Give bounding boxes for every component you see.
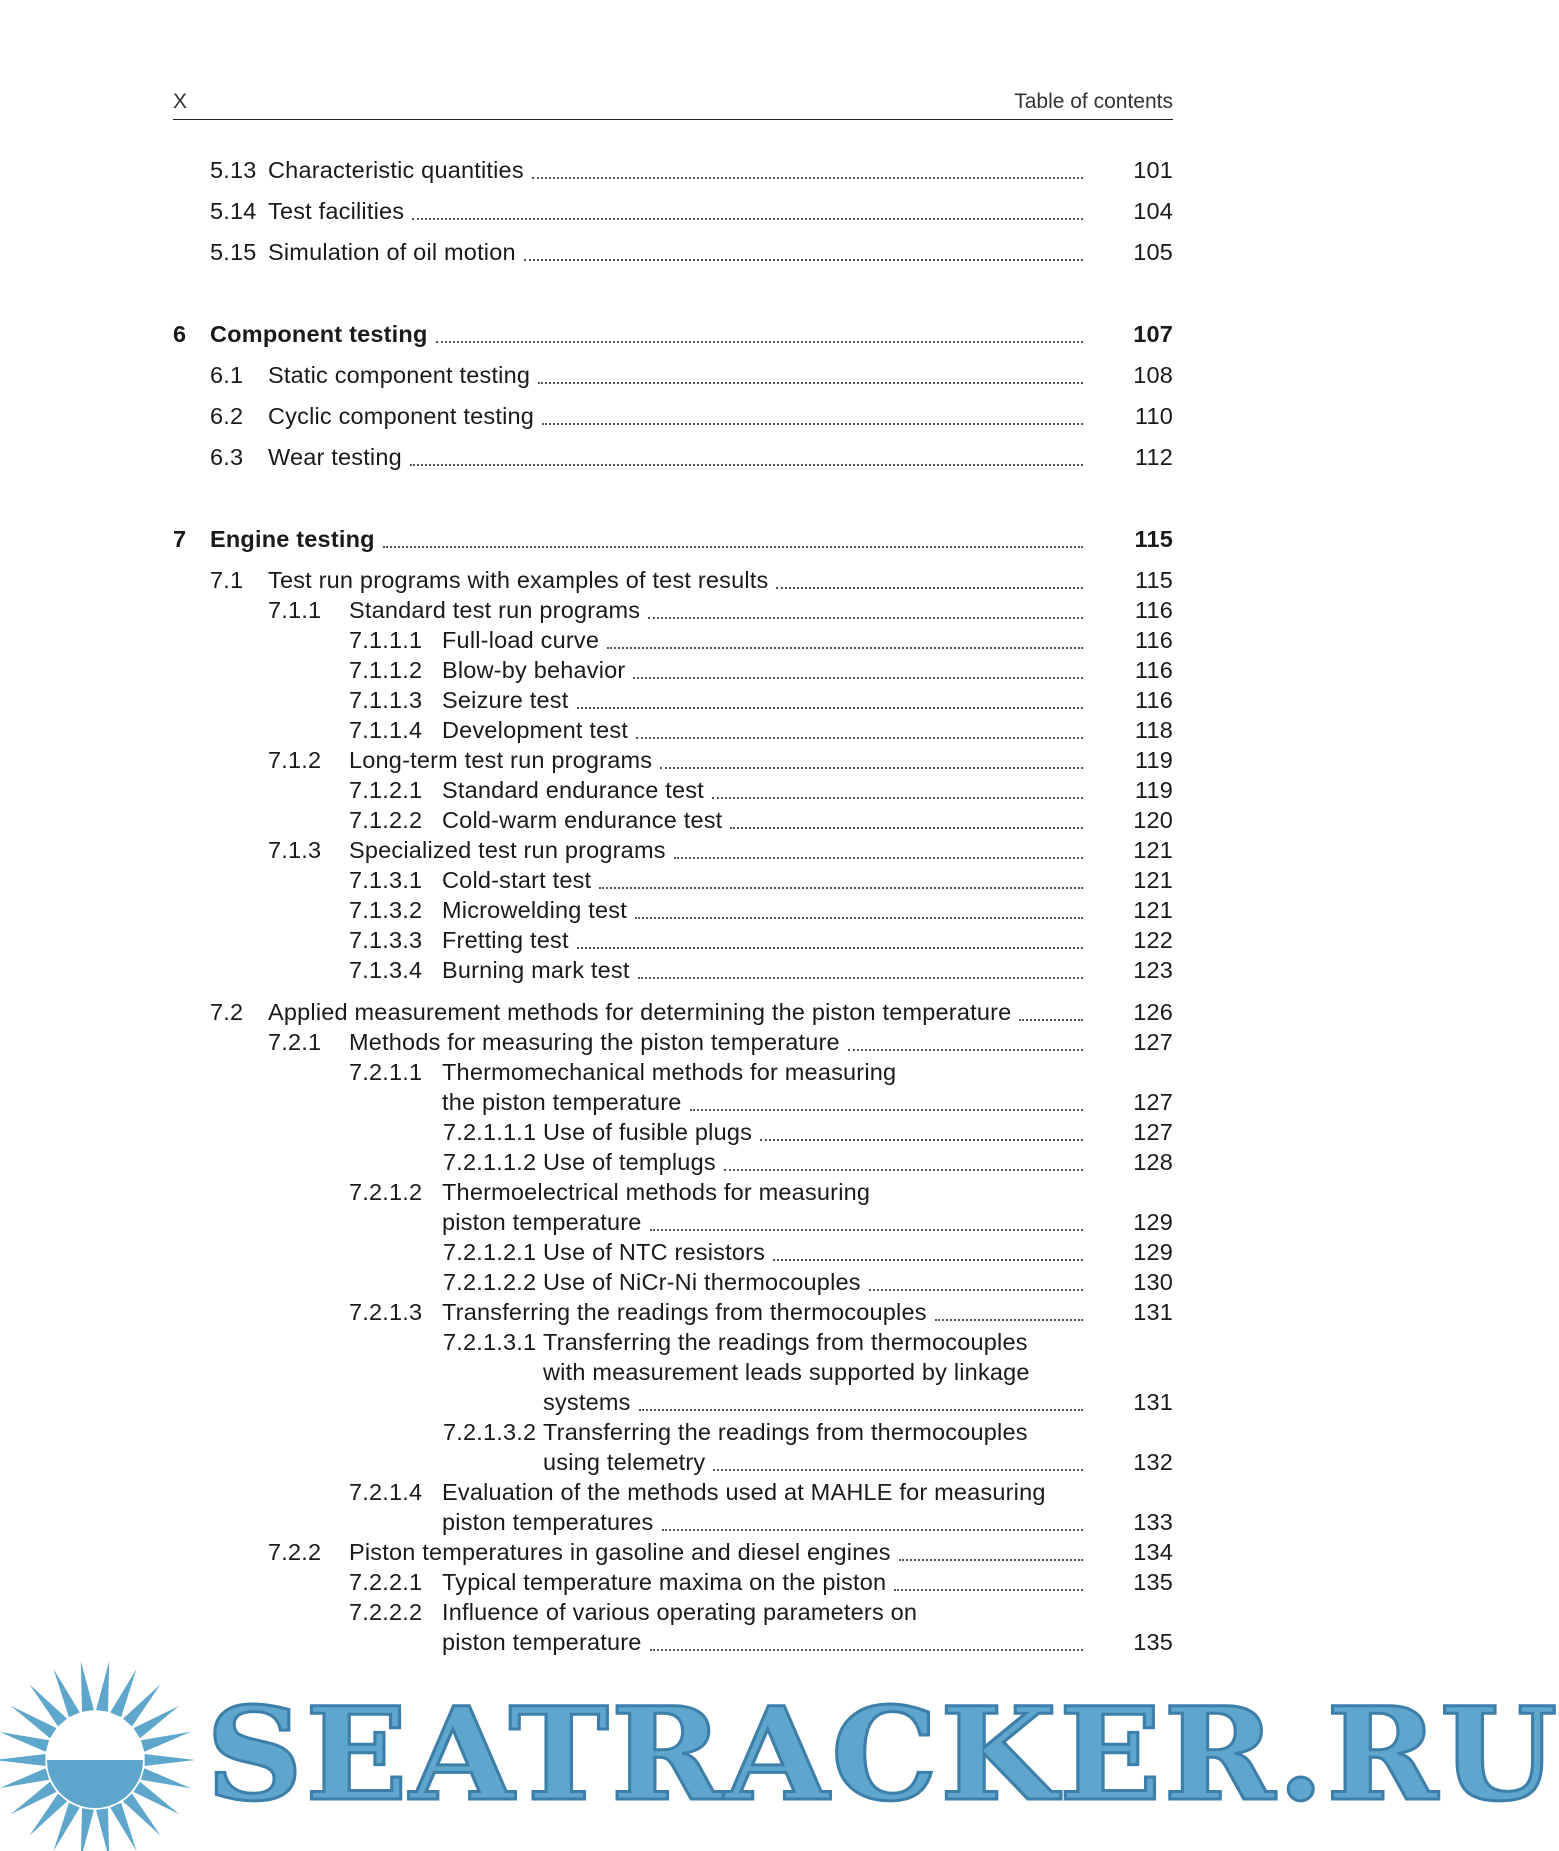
toc-entry-number: 7.1.1.4 (349, 717, 423, 743)
toc-entry-title-wrap (543, 1237, 1085, 1267)
toc-entry-page: 121 (1133, 897, 1173, 923)
dot-leader (635, 917, 1083, 919)
toc-entry-page: 119 (1134, 777, 1173, 803)
toc-entry-title: Standard test run programs (349, 597, 641, 623)
toc-entry-page: 127 (1133, 1089, 1173, 1115)
toc-entry-number: 5.15 (210, 239, 257, 265)
toc-entry[interactable] (0, 524, 1323, 554)
toc-entry-page: 115 (1134, 526, 1173, 552)
toc-entry[interactable] (0, 1357, 1323, 1387)
toc-entry-title-wrap (442, 1567, 1085, 1597)
dot-leader (776, 587, 1083, 589)
toc-entry-title-wrap (268, 360, 1085, 390)
toc-entry-title: piston temperature (442, 1629, 642, 1655)
toc-entry-page: 101 (1133, 157, 1173, 183)
toc-entry-number: 7.1.3.1 (349, 867, 423, 893)
toc-entry-title: Simulation of oil motion (268, 239, 516, 265)
sun-icon (0, 1650, 200, 1851)
toc-entry-number: 7.1.2.2 (349, 807, 423, 833)
toc-entry-title-wrap (210, 319, 1085, 349)
toc-entry-title-wrap (210, 524, 1085, 554)
toc-entry-number: 7.1 (210, 567, 244, 593)
dot-leader (869, 1289, 1083, 1291)
toc-entry-title-wrap (442, 1177, 1085, 1207)
toc-entry[interactable] (0, 955, 1323, 985)
toc-entry-page: 116 (1134, 687, 1173, 713)
toc-entry-title-wrap (268, 401, 1085, 431)
toc-entry-title-wrap (268, 196, 1085, 226)
toc-entry-page: 135 (1133, 1629, 1173, 1655)
sun-ray (81, 1661, 94, 1712)
sun-ray (96, 1661, 109, 1712)
toc-entry-title-wrap (543, 1447, 1085, 1477)
toc-entry[interactable] (0, 1597, 1323, 1627)
dot-leader (674, 857, 1083, 859)
toc-entry-page: 121 (1133, 867, 1173, 893)
sun-ray (0, 1732, 49, 1752)
toc-entry-title: Transferring the readings from thermocouples (442, 1299, 927, 1325)
toc-entry-page: 131 (1133, 1299, 1173, 1325)
toc-entry[interactable] (0, 1057, 1323, 1087)
toc-entry[interactable] (0, 1507, 1323, 1537)
toc-entry-title-wrap (268, 997, 1085, 1027)
toc-entry-title: Typical temperature maxima on the piston (442, 1569, 887, 1595)
toc-entry-number: 7.2.1.3.2 (443, 1419, 537, 1445)
dot-leader (660, 767, 1083, 769)
toc-entry-title-wrap (442, 775, 1085, 805)
sun-ray (141, 1732, 191, 1752)
toc-entry-number: 7.1.1.2 (349, 657, 423, 683)
toc-entry-title: Seizure test (442, 687, 569, 713)
toc-entry[interactable] (0, 775, 1323, 805)
toc-entry-title: Blow-by behavior (442, 657, 626, 683)
toc-entry[interactable] (0, 745, 1323, 775)
toc-entry-title-wrap (543, 1387, 1085, 1417)
toc-entry-number: 6.3 (210, 444, 244, 470)
toc-entry-title: Burning mark test (442, 957, 630, 983)
toc-entry-title: Test run programs with examples of test results (268, 567, 769, 593)
toc-entry-number: 6.1 (210, 362, 244, 388)
toc-entry-title: Wear testing (268, 444, 402, 470)
toc-entry-title: Transferring the readings from thermocouples (543, 1419, 1028, 1445)
toc-entry-title: Cold-warm endurance test (442, 807, 723, 833)
toc-entry-number: 7.1.2.1 (349, 777, 423, 803)
toc-entry[interactable] (0, 1147, 1323, 1177)
dot-leader (577, 707, 1084, 709)
toc-entry-title: Cyclic component testing (268, 403, 535, 429)
dot-leader (639, 1409, 1083, 1411)
toc-entry[interactable] (0, 196, 1323, 226)
toc-entry-page: 107 (1133, 321, 1173, 347)
toc-entry-page: 118 (1134, 717, 1173, 743)
toc-entry-number: 7 (173, 526, 187, 552)
toc-entry[interactable] (0, 805, 1323, 835)
toc-entry-page: 128 (1133, 1149, 1173, 1175)
sun-ray (81, 1808, 94, 1851)
toc-entry-title: piston temperatures (442, 1509, 654, 1535)
toc-entry-number: 7.2.1.1 (349, 1059, 423, 1085)
toc-entry[interactable] (0, 1267, 1323, 1297)
toc-entry-title: Test facilities (268, 198, 405, 224)
toc-entry-page: 129 (1133, 1239, 1173, 1265)
toc-entry[interactable] (0, 595, 1323, 625)
toc-entry[interactable] (0, 865, 1323, 895)
toc-entry-title-wrap (268, 237, 1085, 267)
dot-leader (650, 1229, 1083, 1231)
toc-entry-number: 5.13 (210, 157, 257, 183)
toc-entry[interactable] (0, 1117, 1323, 1147)
toc-entry[interactable] (0, 401, 1323, 431)
toc-entry[interactable] (0, 1207, 1323, 1237)
toc-entry-page: 116 (1134, 657, 1173, 683)
sun-ray (145, 1754, 195, 1766)
toc-entry-title: Full-load curve (442, 627, 600, 653)
toc-entry-title-wrap (543, 1417, 1085, 1447)
toc-entry-title: Development test (442, 717, 629, 743)
toc-entry-page: 115 (1134, 567, 1173, 593)
toc-entry[interactable] (0, 1537, 1323, 1567)
toc-entry-page: 122 (1133, 927, 1173, 953)
toc-entry[interactable] (0, 237, 1323, 267)
toc-entry-page: 134 (1133, 1539, 1173, 1565)
toc-entry-title: Use of templugs (543, 1149, 716, 1175)
toc-entry-number: 7.1.3 (268, 837, 322, 863)
dot-leader (636, 737, 1083, 739)
toc-entry-title: using telemetry (543, 1449, 706, 1475)
toc-entry-title: Long-term test run programs (349, 747, 653, 773)
toc-entry-title-wrap (268, 442, 1085, 472)
toc-entry[interactable] (0, 1567, 1323, 1597)
toc-entry-title: with measurement leads supported by linkage (543, 1359, 1030, 1385)
toc-entry-title: Static component testing (268, 362, 531, 388)
toc-entry-number: 7.2.1.1.2 (443, 1149, 537, 1175)
dot-leader (638, 977, 1083, 979)
toc-entry-title: Thermoelectrical methods for measuring (442, 1179, 871, 1205)
toc-entry[interactable] (0, 155, 1323, 185)
toc-entry-page: 127 (1133, 1029, 1173, 1055)
dot-leader (599, 887, 1083, 889)
toc-entry-number: 7.2.1.3 (349, 1299, 423, 1325)
dot-leader (383, 546, 1083, 548)
toc-entry-title: Methods for measuring the piston temperature (349, 1029, 840, 1055)
toc-entry-title-wrap (442, 715, 1085, 745)
toc-entry[interactable] (0, 1297, 1323, 1327)
toc-entry[interactable] (0, 685, 1323, 715)
toc-entry-title-wrap (442, 1087, 1085, 1117)
toc-entry-title: Fretting test (442, 927, 569, 953)
toc-entry[interactable] (0, 1417, 1323, 1447)
toc-entry-number: 6.2 (210, 403, 244, 429)
toc-entry-number: 7.1.2 (268, 747, 322, 773)
toc-entry-number: 7.1.1.3 (349, 687, 423, 713)
toc-entry-title-wrap (442, 805, 1085, 835)
sun-ray (96, 1808, 109, 1851)
toc-entry-number: 5.14 (210, 198, 257, 224)
toc-entry-page: 123 (1133, 957, 1173, 983)
toc-entry-title: Standard endurance test (442, 777, 704, 803)
toc-entry-page: 119 (1134, 747, 1173, 773)
toc-entry[interactable] (0, 1177, 1323, 1207)
toc-entry-number: 7.1.1.1 (349, 627, 423, 653)
toc-entry-title-wrap (442, 955, 1085, 985)
toc-entry-title: Characteristic quantities (268, 157, 524, 183)
toc-entry[interactable] (0, 925, 1323, 955)
toc-entry-title-wrap (442, 1297, 1085, 1327)
toc-entry-page: 105 (1133, 239, 1173, 265)
dot-leader (773, 1259, 1083, 1261)
dot-leader (648, 617, 1083, 619)
toc-entry-title-wrap (543, 1327, 1085, 1357)
toc-entry-number: 7.1.3.3 (349, 927, 423, 953)
toc-entry-number: 7.2.2 (268, 1539, 322, 1565)
toc-entry-title-wrap (442, 1057, 1085, 1087)
toc-entry-title-wrap (442, 925, 1085, 955)
toc-entry-title-wrap (442, 685, 1085, 715)
toc-entry-title: Component testing (210, 321, 428, 347)
toc-entry-title-wrap (442, 865, 1085, 895)
toc-entry-number: 7.2 (210, 999, 244, 1025)
toc-entry-number: 7.2.1.2.1 (443, 1239, 537, 1265)
toc-entry-page: 130 (1133, 1269, 1173, 1295)
toc-entry-number: 7.2.1.4 (349, 1479, 423, 1505)
toc-entry-number: 7.2.2.2 (349, 1599, 423, 1625)
dot-leader (1019, 1019, 1083, 1021)
toc-entry-page: 129 (1133, 1209, 1173, 1235)
toc-entry-number: 7.1.1 (268, 597, 322, 623)
sun-ray (0, 1768, 49, 1788)
toc-entry-title-wrap (268, 565, 1085, 595)
sun-ray (141, 1768, 191, 1788)
watermark (0, 1650, 1559, 1851)
toc-entry-page: 133 (1133, 1509, 1173, 1535)
dot-leader (712, 797, 1083, 799)
toc-entry[interactable] (0, 1087, 1323, 1117)
toc-entry-page: 126 (1133, 999, 1173, 1025)
toc-entry-title-wrap (543, 1267, 1085, 1297)
dot-leader (713, 1469, 1083, 1471)
dot-leader (633, 677, 1083, 679)
toc-entry-page: 120 (1133, 807, 1173, 833)
toc-entry-title: Thermomechanical methods for measuring (442, 1059, 897, 1085)
dot-leader (542, 423, 1083, 425)
toc-entry-number: 7.2.2.1 (349, 1569, 423, 1595)
toc-entry-title: Specialized test run programs (349, 837, 666, 863)
sun-ray (0, 1754, 45, 1766)
toc-entry[interactable] (0, 1447, 1323, 1477)
toc-entry-page: 104 (1133, 198, 1173, 224)
toc-entry[interactable] (0, 442, 1323, 472)
dot-leader (724, 1169, 1083, 1171)
toc-entry-page: 112 (1134, 444, 1173, 470)
toc-entry-title-wrap (442, 655, 1085, 685)
page-number-roman: X (173, 90, 188, 113)
toc-entry[interactable] (0, 1327, 1323, 1357)
dot-leader (412, 218, 1083, 220)
toc-entry-page: 127 (1133, 1119, 1173, 1145)
toc-entry-title-wrap (442, 895, 1085, 925)
dot-leader (662, 1529, 1084, 1531)
toc-entry-title: Applied measurement methods for determining the piston temperature (268, 999, 1012, 1025)
toc-entry-title-wrap (268, 155, 1085, 185)
watermark-text: SEATRACKER.RU (206, 1680, 1559, 1830)
dot-leader (899, 1559, 1083, 1561)
toc-entry-number: 7.2.1 (268, 1029, 322, 1055)
toc-entry[interactable] (0, 835, 1323, 865)
dot-leader (730, 827, 1083, 829)
toc-entry-title-wrap (442, 1507, 1085, 1537)
toc-entry-number: 7.1.3.4 (349, 957, 423, 983)
toc-entry-title-wrap (349, 1537, 1085, 1567)
toc-entry-title: the piston temperature (442, 1089, 682, 1115)
toc-entry[interactable] (0, 997, 1323, 1027)
toc-entry-title: Use of NTC resistors (543, 1239, 766, 1265)
running-header-title: Table of contents (1014, 90, 1173, 113)
toc-entry-title: Influence of various operating parameters on (442, 1599, 918, 1625)
toc-entry-title-wrap (349, 595, 1085, 625)
dot-leader (848, 1049, 1083, 1051)
toc-entry-title: piston temperature (442, 1209, 642, 1235)
toc-entry[interactable] (0, 715, 1323, 745)
toc-entry-title: Evaluation of the methods used at MAHLE for measuring (442, 1479, 1046, 1505)
toc-entry-page: 116 (1134, 627, 1173, 653)
toc-entry-page: 108 (1133, 362, 1173, 388)
toc-entry-title: systems (543, 1389, 631, 1415)
toc-entry[interactable] (0, 625, 1323, 655)
toc-entry-page: 116 (1134, 597, 1173, 623)
dot-leader (577, 947, 1083, 949)
toc-entry-number: 6 (173, 321, 187, 347)
toc-entry[interactable] (0, 565, 1323, 595)
dot-leader (607, 647, 1083, 649)
dot-leader (760, 1139, 1083, 1141)
toc-entry-page: 132 (1133, 1449, 1173, 1475)
toc-entry-title: Piston temperatures in gasoline and diesel engines (349, 1539, 891, 1565)
dot-leader (894, 1589, 1083, 1591)
toc-entry-number: 7.2.1.3.1 (443, 1329, 537, 1355)
toc-entry-title: Microwelding test (442, 897, 627, 923)
toc-entry[interactable] (0, 360, 1323, 390)
toc-entry[interactable] (0, 1477, 1323, 1507)
toc-entry-title: Transferring the readings from thermocouples (543, 1329, 1028, 1355)
toc-entry[interactable] (0, 655, 1323, 685)
toc-entry-page: 131 (1133, 1389, 1173, 1415)
dot-leader (532, 177, 1083, 179)
toc-entry-page: 110 (1134, 403, 1173, 429)
toc-entry-page: 121 (1133, 837, 1173, 863)
toc-entry-title-wrap (543, 1147, 1085, 1177)
toc-entry-title: Use of NiCr-Ni thermocouples (543, 1269, 861, 1295)
toc-entry[interactable] (0, 319, 1323, 349)
toc-entry[interactable] (0, 1237, 1323, 1267)
dot-leader (410, 464, 1083, 466)
toc-entry-title-wrap (442, 1207, 1085, 1237)
toc-entry-title: Engine testing (210, 526, 375, 552)
toc-entry-number: 7.1.3.2 (349, 897, 423, 923)
toc-entry-number: 7.2.1.2.2 (443, 1269, 537, 1295)
dot-leader (538, 382, 1083, 384)
toc-entry-title-wrap (442, 625, 1085, 655)
toc-entry-title-wrap (442, 1597, 1085, 1627)
toc-entry-title-wrap (543, 1357, 1085, 1387)
toc-entry-title: Use of fusible plugs (543, 1119, 753, 1145)
toc-entry[interactable] (0, 1387, 1323, 1417)
toc-entry-title: Cold-start test (442, 867, 592, 893)
dot-leader (524, 259, 1083, 261)
dot-leader (436, 341, 1084, 343)
toc-entry-title-wrap (442, 1477, 1085, 1507)
toc-entry-title-wrap (349, 1027, 1085, 1057)
toc-entry-number: 7.2.1.1.1 (443, 1119, 537, 1145)
toc-entry-number: 7.2.1.2 (349, 1179, 423, 1205)
dot-leader (690, 1109, 1083, 1111)
toc-entry[interactable] (0, 895, 1323, 925)
toc-entry[interactable] (0, 1027, 1323, 1057)
dot-leader (935, 1319, 1083, 1321)
toc-entry-page: 135 (1133, 1569, 1173, 1595)
toc-entry-title-wrap (349, 835, 1085, 865)
toc-entry-title-wrap (349, 745, 1085, 775)
toc-entry-title-wrap (543, 1117, 1085, 1147)
